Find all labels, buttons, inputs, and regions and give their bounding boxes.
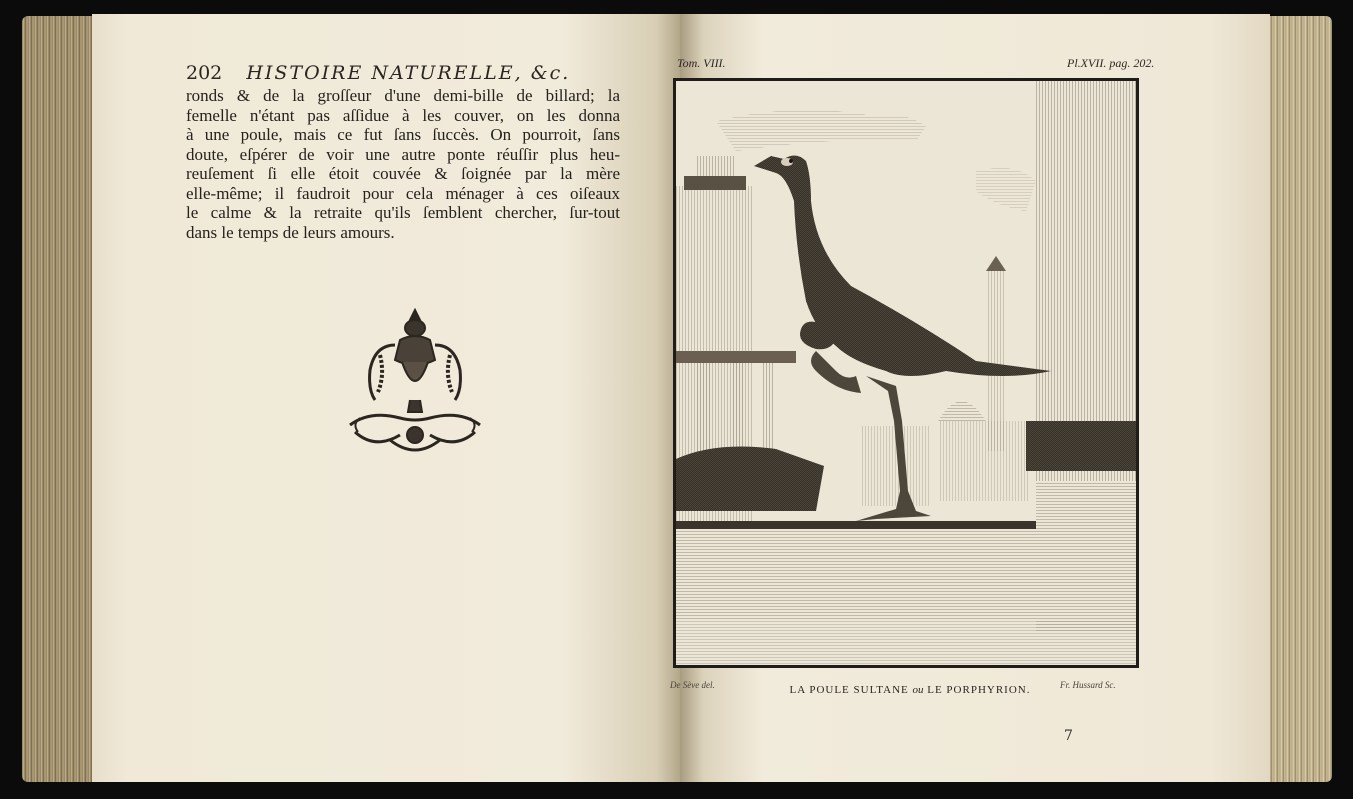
text-line: reuſement ſi elle étoit couvée & ſoignée par la mère xyxy=(186,164,620,183)
page-edges-left xyxy=(22,16,96,782)
engraver-credit: Fr. Hussard Sc. xyxy=(1060,680,1116,690)
urn-ornament xyxy=(330,300,500,465)
caption-end: LE PORPHYRION. xyxy=(927,684,1031,696)
text-line: à une poule, mais ce fut ſans ſuccès. On pourroit, ſans xyxy=(186,125,620,144)
text-line: le calme & la retraite qu'ils ſemblent chercher, ſur-tout xyxy=(186,203,620,222)
page-edges-right xyxy=(1268,16,1332,782)
engraving-plate xyxy=(673,78,1139,668)
text-line: doute, eſpérer de voir une autre ponte réuſſir plus heu- xyxy=(186,144,620,164)
page-mark: 7 xyxy=(1064,728,1073,744)
text-line: elle-même; il faudroit pour cela ménager à ces oiſeaux xyxy=(186,183,620,203)
caption-ou: ou xyxy=(912,684,924,696)
running-title: HISTOIRE NATURELLE, &c. xyxy=(246,62,571,84)
caption-main: LA POULE SULTANE xyxy=(789,684,909,696)
running-head xyxy=(186,62,606,84)
page-number: 202 xyxy=(186,62,223,84)
text-line: ronds & de la groſſeur d'une demi-bille de billard; la xyxy=(186,86,620,105)
plate-caption xyxy=(780,684,1040,696)
text-line: dans le temps de leurs amours. xyxy=(186,222,395,242)
body-text xyxy=(186,86,620,242)
plate-reference: Pl.XVII. pag. 202. xyxy=(1067,56,1155,70)
tome-label: Tom. VIII. xyxy=(677,56,726,70)
engraving-illustration xyxy=(676,81,1136,665)
text-line: femelle n'étant pas aſſidue à les couver, on les donna xyxy=(186,105,620,125)
artist-credit: De Sève del. xyxy=(670,680,715,690)
